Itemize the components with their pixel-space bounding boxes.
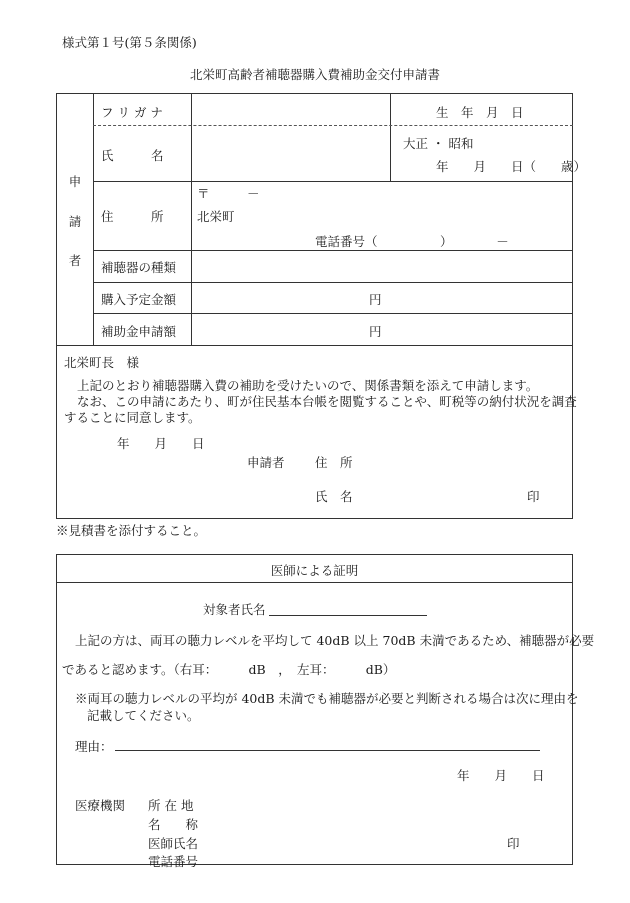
reason-line[interactable] [115, 750, 540, 751]
attachment-note: ※見積書を添付すること。 [56, 523, 207, 538]
applicant-side-label-1: 申 [68, 174, 82, 189]
location-label: 所 在 地 [148, 798, 194, 813]
request-body-line: することに同意します。 [64, 410, 201, 425]
page-title: 北栄町高齢者補聴器購入費補助金交付申請書 [189, 67, 440, 82]
era-label: 大正 ・ 昭和 [403, 136, 474, 151]
addressee: 北栄町長 様 [64, 355, 140, 370]
address-field[interactable]: 北栄町 [197, 209, 235, 224]
subsidy-amount-field[interactable] [193, 315, 571, 344]
table-divider [191, 94, 192, 345]
subject-name-label: 対象者氏名 [203, 602, 266, 617]
yen-unit: 円 [369, 324, 382, 339]
table-divider [93, 94, 94, 345]
planned-amount-field[interactable] [193, 284, 571, 312]
applicant-side-label-2: 請 [68, 214, 82, 229]
request-body-line: 上記のとおり補聴器購入費の補助を受けたいので、関係書類を添えて申請します。 [77, 378, 539, 393]
certification-date-field[interactable]: 年 月 日 [457, 768, 545, 783]
hearing-aid-type-field[interactable] [193, 252, 571, 281]
subject-name-line[interactable] [269, 615, 427, 616]
doctor-name-label: 医師氏名 [148, 836, 199, 851]
table-divider [390, 94, 391, 182]
seal-mark: 印 [507, 836, 520, 851]
planned-amount-label: 購入予定金額 [101, 292, 177, 307]
statement-line: 上記の方は、両耳の聴力レベルを平均して 40dB 以上 70dB 未満であるため、補聴器が必要 [75, 633, 595, 648]
reason-label: 理由： [75, 739, 113, 754]
certification-title: 医師による証明 [270, 563, 359, 578]
table-divider [93, 282, 573, 283]
facility-name-label: 名 称 [148, 817, 199, 832]
table-divider [93, 125, 573, 126]
statement-line: であると認めます。（右耳： dB ， 左耳： dB） [62, 662, 396, 677]
applicant-form-box [56, 93, 587, 519]
seal-mark: 印 [527, 489, 540, 504]
name-label: 氏 名 [101, 148, 164, 163]
phone-number-field[interactable]: 電話番号（ ） － [315, 234, 509, 249]
postal-code-field[interactable]: 〒 － [197, 186, 260, 201]
note-line: ※両耳の聴力レベルの平均が 40dB 未満でも補聴器が必要と判断される場合は次に理由を [75, 691, 579, 706]
table-divider [93, 313, 573, 314]
name-field[interactable] [193, 127, 388, 180]
birth-date-label: 生 年 月 日 [436, 105, 524, 120]
furigana-label: フ リ ガ ナ [101, 105, 163, 120]
subsidy-amount-label: 補助金申請額 [101, 324, 177, 339]
yen-unit: 円 [369, 292, 382, 307]
institution-label: 医療機関 [75, 798, 126, 813]
request-date-field[interactable]: 年 月 日 [117, 436, 205, 451]
applicant-signature-label: 申請者 [247, 455, 285, 470]
request-body-line: なお、この申請にあたり、町が住民基本台帳を閲覧することや、町税等の納付状況を調査 [77, 394, 577, 409]
phone-number-label: 電話番号 [148, 854, 199, 869]
furigana-field[interactable] [193, 96, 388, 124]
section-divider [57, 582, 572, 583]
right-ear-db-field[interactable] [212, 658, 252, 676]
table-divider [93, 181, 573, 182]
address-label: 住 所 [101, 209, 164, 224]
applicant-address-field[interactable] [362, 449, 562, 471]
hearing-aid-type-label: 補聴器の種類 [101, 260, 177, 275]
applicant-side-label-3: 者 [68, 253, 82, 268]
applicant-address-label: 住 所 [315, 455, 353, 470]
applicant-name-label: 氏 名 [315, 489, 353, 504]
table-divider [93, 250, 573, 251]
table-divider [57, 345, 573, 346]
form-number-label: 様式第１号(第５条関係) [62, 35, 197, 50]
applicant-name-field[interactable] [362, 483, 522, 505]
doctor-certification-box [56, 554, 595, 869]
note-line: 記載してください。 [87, 708, 200, 723]
left-ear-db-field[interactable] [332, 658, 372, 676]
birth-date-field[interactable]: 年 月 日（ 歳） [436, 159, 587, 174]
